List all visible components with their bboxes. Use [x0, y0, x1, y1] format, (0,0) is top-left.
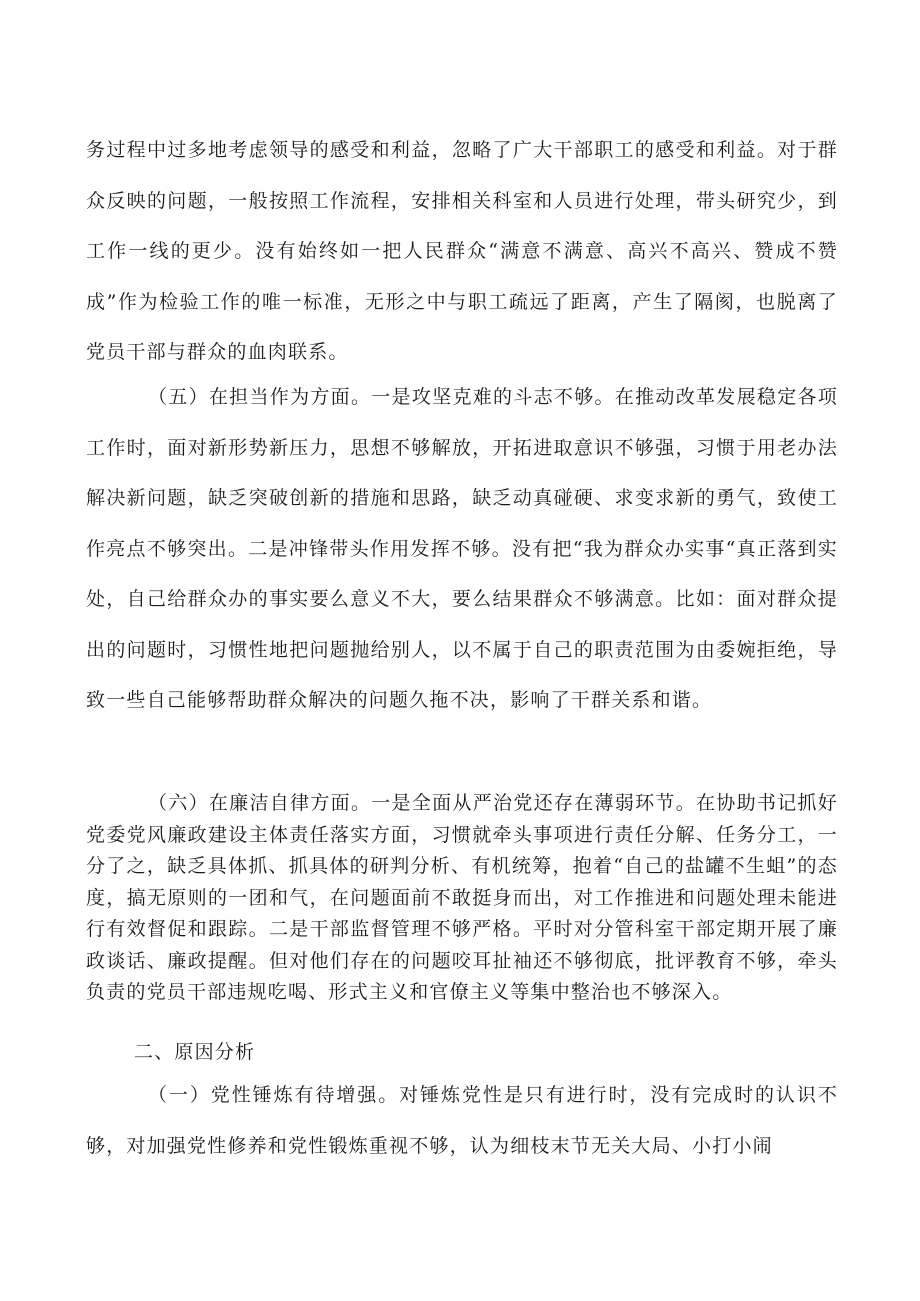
paragraph-section-6: （六）在廉洁自律方面。一是全面从严治党还存在薄弱环节。在协助书记抓好党委党风廉政建设主体责任落实方面，习惯就牵头事项进行责任分解、任务分工，一分了之，缺乏具体抓、抓具体的研判分析、有机统筹，抱着“自己的盐罐不生蛆”的态度，搞无原则的一团和气，在问题面前不敢挺身而出，对工作推进和问题处理未能进行有效督促和跟踪。二是干部监督管理不够严格。平时对分管科室干部定期开展了廉政谈话、廉政提醒。但对他们存在的问题咬耳扯袖还不够彻底，批评教育不够，牵头负责的党员干部违规吃喝、形式主义和官僚主义等集中整治也不够深入。: [86, 792, 838, 1003]
paragraph-section-2-1: （一）党性锤炼有待增强。对锤炼党性是只有进行时，没有完成时的认识不够，对加强党性修养和党性锻炼重视不够，认为细枝末节无关大局、小打小闹: [86, 1084, 838, 1157]
paragraph-section-5: （五）在担当作为方面。一是攻坚克难的斗志不够。在推动改革发展稳定各项工作时，面对新形势新压力，思想不够解放，开拓进取意识不够强，习惯于用老办法解决新问题，缺乏突破创新的措施和思路，缺乏动真碰硬、求变求新的勇气，致使工作亮点不够突出。二是冲锋带头作用发挥不够。没有把“我为群众办实事“真正落到实处，自己给群众办的事实要么意义不大，要么结果群众不够满意。比如：面对群众提出的问题时，习惯性地把问题抛给别人，以不属于自己的职责范围为由委婉拒绝，导致一些自己能够帮助群众解决的问题久拖不决，影响了干群关系和谐。: [86, 386, 838, 711]
paragraph-continuation: 务过程中过多地考虑领导的感受和利益，忽略了广大干部职工的感受和利益。对于群众反映的问题，一般按照工作流程，安排相关科室和人员进行处理，带头研究少，到工作一线的更少。没有始终如一把人民群众“满意不满意、高兴不高兴、赞成不赞成”作为检验工作的唯一标准，无形之中与职工疏远了距离，产生了隔阂，也脱离了党员干部与群众的血肉联系。: [86, 139, 838, 363]
section-heading: 二、原因分析: [134, 1041, 256, 1063]
